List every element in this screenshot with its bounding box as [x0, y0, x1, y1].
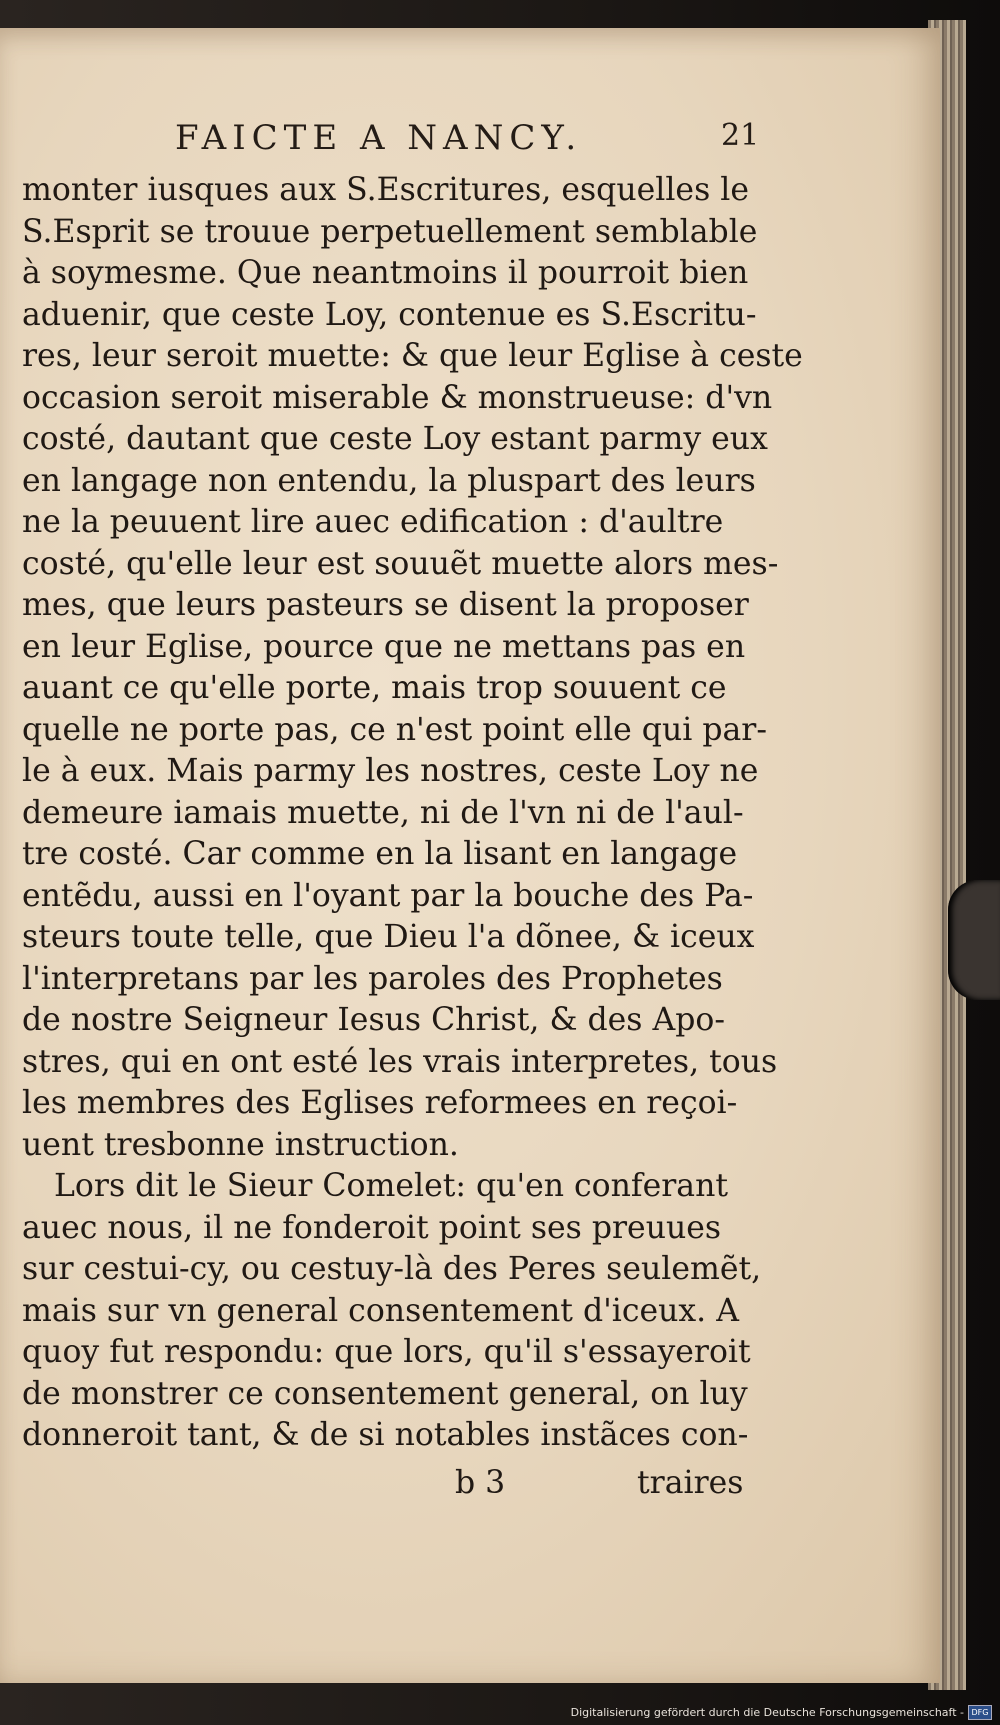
- text-line: tre costé. Car comme en la lisant en langage: [22, 836, 738, 872]
- text-line: costé, qu'elle leur est souuẽt muette alors mes-: [22, 545, 779, 582]
- book-clasp: [948, 880, 1000, 1000]
- text-line: steurs toute telle, que Dieu l'a dõnee, & iceux: [22, 919, 755, 955]
- text-line: de monstrer ce consentement general, on luy: [22, 1375, 748, 1412]
- text-line: les membres des Eglises reformees en reçoi-: [22, 1085, 738, 1121]
- text-line: en langage non entendu, la pluspart des leurs: [22, 462, 756, 499]
- text-line: mais sur vn general consentement d'iceux. A: [22, 1292, 739, 1329]
- text-line: aduenir, que ceste Loy, contenue es S.Escritu-: [22, 296, 757, 333]
- digitization-credit: [571, 1701, 992, 1723]
- page-footer: [455, 1465, 755, 1505]
- text-line: stres, qui en ont esté les vrais interpretes, tous: [22, 1043, 778, 1080]
- text-line: donneroit tant, & de si notables instãces con-: [22, 1417, 749, 1453]
- text-line: quelle ne porte pas, ce n'est point elle qui par-: [22, 711, 767, 748]
- text-line: uent tresbonne instruction.: [22, 1126, 459, 1163]
- text-line: ne la peuuent lire auec edification : d'aultre: [22, 504, 724, 540]
- text-line: l'interpretans par les paroles des Prophetes: [22, 960, 723, 997]
- text-line: occasion seroit miserable & monstrueuse: d'vn: [22, 379, 773, 416]
- text-line: de nostre Seigneur Iesus Christ, & des Apo-: [22, 1002, 725, 1038]
- signature-mark: b 3: [455, 1465, 506, 1501]
- text-line: S.Esprit se trouue perpetuellement semblable: [22, 213, 758, 250]
- text-line: mes, que leurs pasteurs se disent la proposer: [22, 587, 749, 623]
- text-line: quoy fut respondu: que lors, qu'il s'essayeroit: [22, 1334, 751, 1370]
- running-title: FAICTE A NANCY.: [175, 118, 583, 158]
- text-line: auant ce qu'elle porte, mais trop souuent ce: [22, 670, 727, 706]
- text-line: en leur Eglise, pource que ne mettans pas en: [22, 628, 746, 665]
- text-line: le à eux. Mais parmy les nostres, ceste Loy ne: [22, 753, 759, 789]
- body-text: [22, 170, 803, 1457]
- credit-text: Digitalisierung gefördert durch die Deutsche Forschungsgemeinschaft -: [570, 1705, 964, 1719]
- text-line: res, leur seroit muette: & que leur Eglise à ceste: [22, 338, 803, 374]
- text-line: sur cestui-cy, ou cestuy-là des Peres seulemẽt,: [22, 1251, 762, 1287]
- paragraph-start-line: Lors dit le Sieur Comelet: qu'en conferant: [54, 1168, 729, 1204]
- text-line: à soymesme. Que neantmoins il pourroit bien: [22, 255, 749, 291]
- dfg-logo: DFG: [968, 1705, 992, 1720]
- folio-number: 21: [721, 118, 760, 153]
- text-line: monter iusques aux S.Escritures, esquelles le: [22, 172, 749, 208]
- catchword: traires: [637, 1465, 744, 1501]
- text-line: demeure iamais muette, ni de l'vn ni de l'aul-: [22, 794, 744, 831]
- text-line: auec nous, il ne fonderoit point ses preuues: [22, 1209, 722, 1246]
- text-line: costé, dautant que ceste Loy estant parmy eux: [22, 421, 768, 457]
- page-header: [175, 118, 815, 158]
- text-line: entẽdu, aussi en l'oyant par la bouche des Pa-: [22, 877, 754, 914]
